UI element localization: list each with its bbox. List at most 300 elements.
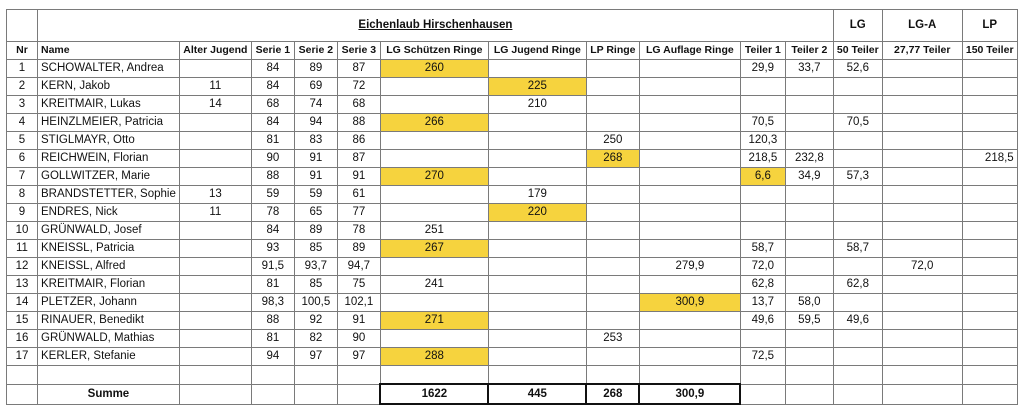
- cell-lp-ringe: [586, 294, 639, 312]
- table-row: [7, 168, 1018, 186]
- cell-lg-schuetzen: 288: [380, 348, 488, 366]
- cell-serie-2: 91: [294, 168, 337, 186]
- table-row: [7, 114, 1018, 132]
- cell-lg-schuetzen: [380, 78, 488, 96]
- cell-lg-jugend: 225: [488, 78, 586, 96]
- empty-cell: [962, 384, 1017, 404]
- cell-teiler-1: 62,8: [740, 276, 785, 294]
- cell-teiler-1: [740, 186, 785, 204]
- cell-27-77-teiler: [882, 240, 962, 258]
- cell-serie-1: 81: [251, 132, 294, 150]
- cell-serie-1: 93: [251, 240, 294, 258]
- cell-27-77-teiler: [882, 276, 962, 294]
- cell-name: KNEISSL, Patricia: [38, 240, 180, 258]
- cell-teiler-1: 72,5: [740, 348, 785, 366]
- table-row: [7, 276, 1018, 294]
- cell-lp-ringe: [586, 240, 639, 258]
- cell-50-teiler: [833, 294, 882, 312]
- cell-serie-2: 82: [294, 330, 337, 348]
- cell-alter: [179, 276, 251, 294]
- cell-lg-auflage: [639, 150, 740, 168]
- cell-50-teiler: [833, 132, 882, 150]
- cell-name: KERN, Jakob: [38, 78, 180, 96]
- cell-27-77-teiler: [882, 60, 962, 78]
- cell-name: KNEISSL, Alfred: [38, 258, 180, 276]
- empty-cell: [488, 366, 586, 385]
- cell-lg-jugend: [488, 348, 586, 366]
- cell-lg-jugend: [488, 222, 586, 240]
- cell-nr: 11: [7, 240, 38, 258]
- cell-serie-2: 94: [294, 114, 337, 132]
- cell-serie-3: 61: [337, 186, 380, 204]
- cell-teiler-1: [740, 222, 785, 240]
- cell-serie-3: 94,7: [337, 258, 380, 276]
- cell-nr: 15: [7, 312, 38, 330]
- empty-cell: [7, 366, 38, 385]
- cell-serie-1: 94: [251, 348, 294, 366]
- cell-serie-3: 75: [337, 276, 380, 294]
- cell-50-teiler: [833, 186, 882, 204]
- cell-150-teiler: [962, 168, 1017, 186]
- cell-50-teiler: 52,6: [833, 60, 882, 78]
- empty-cell: [785, 384, 833, 404]
- empty-cell: [962, 366, 1017, 385]
- cell-150-teiler: 218,5: [962, 150, 1017, 168]
- cell-teiler-1: 49,6: [740, 312, 785, 330]
- group-lg-a: LG-A: [882, 10, 962, 42]
- empty-cell: [251, 366, 294, 385]
- cell-teiler-1: 120,3: [740, 132, 785, 150]
- col-serie-3: Serie 3: [337, 42, 380, 60]
- cell-serie-3: 89: [337, 240, 380, 258]
- table-row: [7, 78, 1018, 96]
- cell-serie-2: 100,5: [294, 294, 337, 312]
- cell-lg-jugend: [488, 168, 586, 186]
- empty-cell: [337, 384, 380, 404]
- cell-lg-auflage: [639, 312, 740, 330]
- cell-lp-ringe: [586, 222, 639, 240]
- summe-lg-auflage: 300,9: [639, 384, 740, 404]
- cell-teiler-1: 29,9: [740, 60, 785, 78]
- cell-alter: 11: [179, 204, 251, 222]
- results-table: [6, 9, 1018, 405]
- cell-teiler-2: [785, 132, 833, 150]
- cell-serie-1: 68: [251, 96, 294, 114]
- cell-27-77-teiler: [882, 348, 962, 366]
- cell-serie-1: 84: [251, 78, 294, 96]
- cell-serie-2: 89: [294, 222, 337, 240]
- cell-serie-2: 83: [294, 132, 337, 150]
- cell-nr: 5: [7, 132, 38, 150]
- cell-serie-2: 85: [294, 276, 337, 294]
- empty-cell: [251, 384, 294, 404]
- cell-nr: 14: [7, 294, 38, 312]
- cell-50-teiler: [833, 222, 882, 240]
- cell-lg-jugend: [488, 150, 586, 168]
- cell-lg-auflage: [639, 132, 740, 150]
- cell-lp-ringe: [586, 312, 639, 330]
- empty-cell: [38, 366, 180, 385]
- cell-name: SCHOWALTER, Andrea: [38, 60, 180, 78]
- col-serie-1: Serie 1: [251, 42, 294, 60]
- cell-lp-ringe: [586, 348, 639, 366]
- summe-lp-ringe: 268: [586, 384, 639, 404]
- cell-alter: [179, 294, 251, 312]
- cell-alter: 13: [179, 186, 251, 204]
- cell-serie-2: 93,7: [294, 258, 337, 276]
- cell-150-teiler: [962, 96, 1017, 114]
- cell-teiler-2: [785, 78, 833, 96]
- cell-27-77-teiler: [882, 222, 962, 240]
- cell-50-teiler: [833, 150, 882, 168]
- cell-serie-2: 74: [294, 96, 337, 114]
- cell-serie-1: 98,3: [251, 294, 294, 312]
- cell-150-teiler: [962, 204, 1017, 222]
- cell-150-teiler: [962, 276, 1017, 294]
- cell-nr: 17: [7, 348, 38, 366]
- cell-name: PLETZER, Johann: [38, 294, 180, 312]
- empty-cell: [882, 384, 962, 404]
- cell-lg-schuetzen: [380, 132, 488, 150]
- cell-lg-schuetzen: 266: [380, 114, 488, 132]
- cell-teiler-2: [785, 258, 833, 276]
- cell-teiler-2: [785, 96, 833, 114]
- cell-teiler-1: 58,7: [740, 240, 785, 258]
- cell-150-teiler: [962, 330, 1017, 348]
- cell-lg-schuetzen: 260: [380, 60, 488, 78]
- cell-150-teiler: [962, 222, 1017, 240]
- col-27-77-teiler: 27,77 Teiler: [882, 42, 962, 60]
- cell-serie-1: 78: [251, 204, 294, 222]
- cell-lg-schuetzen: 267: [380, 240, 488, 258]
- cell-lg-jugend: [488, 312, 586, 330]
- col-name: Name: [38, 42, 180, 60]
- cell-lp-ringe: [586, 186, 639, 204]
- cell-name: GRÜNWALD, Josef: [38, 222, 180, 240]
- cell-alter: [179, 168, 251, 186]
- cell-serie-1: 81: [251, 330, 294, 348]
- cell-serie-2: 92: [294, 312, 337, 330]
- cell-teiler-2: [785, 204, 833, 222]
- cell-serie-3: 87: [337, 150, 380, 168]
- summe-row: [7, 384, 1018, 404]
- cell-serie-2: 89: [294, 60, 337, 78]
- cell-teiler-2: [785, 114, 833, 132]
- cell-lg-schuetzen: [380, 330, 488, 348]
- cell-teiler-1: [740, 204, 785, 222]
- cell-teiler-1: 70,5: [740, 114, 785, 132]
- cell-50-teiler: 58,7: [833, 240, 882, 258]
- cell-lg-auflage: [639, 348, 740, 366]
- col-alter-jugend: Alter Jugend: [179, 42, 251, 60]
- cell-serie-3: 87: [337, 60, 380, 78]
- cell-name: HEINZLMEIER, Patricia: [38, 114, 180, 132]
- cell-150-teiler: [962, 186, 1017, 204]
- table-row: [7, 348, 1018, 366]
- cell-lg-auflage: 300,9: [639, 294, 740, 312]
- table-row: [7, 312, 1018, 330]
- cell-alter: [179, 222, 251, 240]
- empty-cell: [833, 384, 882, 404]
- cell-name: REICHWEIN, Florian: [38, 150, 180, 168]
- cell-50-teiler: 70,5: [833, 114, 882, 132]
- cell-lg-jugend: [488, 114, 586, 132]
- cell-lg-jugend: 210: [488, 96, 586, 114]
- cell-teiler-1: 218,5: [740, 150, 785, 168]
- cell-teiler-2: [785, 186, 833, 204]
- cell-150-teiler: [962, 114, 1017, 132]
- cell-lg-auflage: [639, 330, 740, 348]
- cell-serie-1: 88: [251, 168, 294, 186]
- cell-alter: 14: [179, 96, 251, 114]
- cell-lp-ringe: 253: [586, 330, 639, 348]
- col-serie-2: Serie 2: [294, 42, 337, 60]
- cell-lp-ringe: [586, 276, 639, 294]
- cell-lp-ringe: 268: [586, 150, 639, 168]
- empty-cell: [785, 366, 833, 385]
- title-row: [7, 10, 1018, 42]
- cell-lg-schuetzen: [380, 294, 488, 312]
- col-lg-auflage-ringe: LG Auflage Ringe: [639, 42, 740, 60]
- cell-teiler-2: [785, 330, 833, 348]
- cell-nr: 7: [7, 168, 38, 186]
- cell-teiler-2: 59,5: [785, 312, 833, 330]
- cell-50-teiler: [833, 348, 882, 366]
- cell-teiler-2: [785, 276, 833, 294]
- cell-27-77-teiler: [882, 150, 962, 168]
- cell-lg-auflage: [639, 186, 740, 204]
- cell-150-teiler: [962, 78, 1017, 96]
- cell-serie-1: 84: [251, 114, 294, 132]
- cell-nr: 8: [7, 186, 38, 204]
- cell-27-77-teiler: [882, 132, 962, 150]
- cell-serie-3: 88: [337, 114, 380, 132]
- empty-cell: [833, 366, 882, 385]
- cell-lg-auflage: [639, 240, 740, 258]
- cell-lp-ringe: 250: [586, 132, 639, 150]
- cell-serie-2: 65: [294, 204, 337, 222]
- cell-50-teiler: [833, 78, 882, 96]
- table-row: [7, 150, 1018, 168]
- cell-lg-schuetzen: 241: [380, 276, 488, 294]
- cell-lg-schuetzen: [380, 258, 488, 276]
- cell-lg-jugend: [488, 240, 586, 258]
- cell-name: STIGLMAYR, Otto: [38, 132, 180, 150]
- cell-lg-jugend: [488, 294, 586, 312]
- table-row: [7, 186, 1018, 204]
- cell-alter: [179, 348, 251, 366]
- empty-cell: [882, 366, 962, 385]
- cell-lg-jugend: 220: [488, 204, 586, 222]
- cell-lg-schuetzen: 251: [380, 222, 488, 240]
- cell-150-teiler: [962, 294, 1017, 312]
- cell-nr: 6: [7, 150, 38, 168]
- cell-50-teiler: 62,8: [833, 276, 882, 294]
- cell-alter: [179, 60, 251, 78]
- cell-27-77-teiler: [882, 168, 962, 186]
- empty-cell: [179, 366, 251, 385]
- empty-cell: [639, 366, 740, 385]
- cell-teiler-1: [740, 78, 785, 96]
- cell-name: RINAUER, Benedikt: [38, 312, 180, 330]
- cell-150-teiler: [962, 132, 1017, 150]
- cell-nr: 9: [7, 204, 38, 222]
- cell-serie-3: 90: [337, 330, 380, 348]
- cell-50-teiler: [833, 204, 882, 222]
- cell-lg-auflage: [639, 204, 740, 222]
- cell-27-77-teiler: [882, 312, 962, 330]
- cell-serie-1: 84: [251, 222, 294, 240]
- cell-serie-3: 91: [337, 168, 380, 186]
- cell-lg-auflage: 279,9: [639, 258, 740, 276]
- cell-150-teiler: [962, 258, 1017, 276]
- cell-serie-1: 90: [251, 150, 294, 168]
- cell-serie-3: 68: [337, 96, 380, 114]
- blank-row: [7, 366, 1018, 385]
- cell-lg-schuetzen: [380, 96, 488, 114]
- cell-nr: 12: [7, 258, 38, 276]
- table-row: [7, 258, 1018, 276]
- cell-serie-3: 78: [337, 222, 380, 240]
- cell-27-77-teiler: 72,0: [882, 258, 962, 276]
- empty-cell: [7, 384, 38, 404]
- cell-lp-ringe: [586, 114, 639, 132]
- empty-cell: [380, 366, 488, 385]
- cell-lg-auflage: [639, 276, 740, 294]
- cell-name: ENDRES, Nick: [38, 204, 180, 222]
- cell-serie-3: 86: [337, 132, 380, 150]
- cell-serie-3: 72: [337, 78, 380, 96]
- cell-lg-schuetzen: [380, 150, 488, 168]
- empty-cell: [740, 366, 785, 385]
- cell-serie-2: 97: [294, 348, 337, 366]
- col-lg-schuetzen-ringe: LG Schützen Ringe: [380, 42, 488, 60]
- cell-alter: [179, 240, 251, 258]
- summe-lg-jugend: 445: [488, 384, 586, 404]
- table-row: [7, 132, 1018, 150]
- cell-27-77-teiler: [882, 186, 962, 204]
- cell-teiler-2: 58,0: [785, 294, 833, 312]
- cell-serie-3: 77: [337, 204, 380, 222]
- cell-teiler-2: 232,8: [785, 150, 833, 168]
- cell-nr: 16: [7, 330, 38, 348]
- cell-serie-3: 91: [337, 312, 380, 330]
- cell-50-teiler: [833, 330, 882, 348]
- col-teiler-2: Teiler 2: [785, 42, 833, 60]
- col-lg-jugend-ringe: LG Jugend Ringe: [488, 42, 586, 60]
- cell-teiler-2: 34,9: [785, 168, 833, 186]
- col-nr: Nr: [7, 42, 38, 60]
- empty-cell: [179, 384, 251, 404]
- empty-cell: [294, 366, 337, 385]
- cell-serie-2: 59: [294, 186, 337, 204]
- cell-150-teiler: [962, 312, 1017, 330]
- cell-lg-jugend: [488, 330, 586, 348]
- cell-lg-auflage: [639, 222, 740, 240]
- cell-27-77-teiler: [882, 96, 962, 114]
- cell-lp-ringe: [586, 204, 639, 222]
- cell-serie-1: 91,5: [251, 258, 294, 276]
- table-row: [7, 240, 1018, 258]
- cell-50-teiler: 49,6: [833, 312, 882, 330]
- cell-teiler-2: [785, 222, 833, 240]
- cell-alter: [179, 258, 251, 276]
- cell-serie-1: 84: [251, 60, 294, 78]
- table-row: [7, 204, 1018, 222]
- cell-lg-schuetzen: [380, 186, 488, 204]
- cell-lg-jugend: 179: [488, 186, 586, 204]
- cell-lg-jugend: [488, 60, 586, 78]
- cell-serie-2: 69: [294, 78, 337, 96]
- cell-alter: [179, 114, 251, 132]
- cell-serie-1: 59: [251, 186, 294, 204]
- col-lp-ringe: LP Ringe: [586, 42, 639, 60]
- cell-teiler-2: 33,7: [785, 60, 833, 78]
- col-50-teiler: 50 Teiler: [833, 42, 882, 60]
- cell-27-77-teiler: [882, 294, 962, 312]
- cell-lp-ringe: [586, 168, 639, 186]
- cell-150-teiler: [962, 240, 1017, 258]
- cell-teiler-1: 13,7: [740, 294, 785, 312]
- cell-lg-auflage: [639, 60, 740, 78]
- table-row: [7, 330, 1018, 348]
- cell-serie-1: 88: [251, 312, 294, 330]
- cell-nr: 2: [7, 78, 38, 96]
- cell-alter: [179, 312, 251, 330]
- cell-teiler-2: [785, 240, 833, 258]
- cell-name: KREITMAIR, Florian: [38, 276, 180, 294]
- cell-teiler-1: 6,6: [740, 168, 785, 186]
- cell-nr: 4: [7, 114, 38, 132]
- header-row: [7, 42, 1018, 60]
- table-row: [7, 294, 1018, 312]
- cell-50-teiler: [833, 96, 882, 114]
- cell-27-77-teiler: [882, 204, 962, 222]
- cell-nr: 1: [7, 60, 38, 78]
- cell-alter: [179, 150, 251, 168]
- cell-serie-1: 81: [251, 276, 294, 294]
- cell-lg-jugend: [488, 132, 586, 150]
- cell-serie-2: 91: [294, 150, 337, 168]
- cell-lp-ringe: [586, 60, 639, 78]
- cell-150-teiler: [962, 348, 1017, 366]
- cell-lg-schuetzen: [380, 204, 488, 222]
- cell-serie-3: 102,1: [337, 294, 380, 312]
- cell-lg-auflage: [639, 168, 740, 186]
- cell-alter: [179, 330, 251, 348]
- cell-lp-ringe: [586, 78, 639, 96]
- empty-cell: [337, 366, 380, 385]
- cell-lp-ringe: [586, 96, 639, 114]
- cell-name: BRANDSTETTER, Sophie: [38, 186, 180, 204]
- cell-nr: 3: [7, 96, 38, 114]
- cell-name: GRÜNWALD, Mathias: [38, 330, 180, 348]
- cell-27-77-teiler: [882, 78, 962, 96]
- cell-teiler-1: 72,0: [740, 258, 785, 276]
- table-row: [7, 96, 1018, 114]
- cell-lg-schuetzen: 271: [380, 312, 488, 330]
- table-row: [7, 222, 1018, 240]
- cell-serie-2: 85: [294, 240, 337, 258]
- summe-label: Summe: [38, 384, 180, 404]
- group-lp: LP: [962, 10, 1017, 42]
- cell-50-teiler: 57,3: [833, 168, 882, 186]
- empty-cell: [740, 384, 785, 404]
- sheet-title: Eichenlaub Hirschenhausen: [38, 10, 834, 42]
- group-lg: LG: [833, 10, 882, 42]
- col-teiler-1: Teiler 1: [740, 42, 785, 60]
- cell-name: KREITMAIR, Lukas: [38, 96, 180, 114]
